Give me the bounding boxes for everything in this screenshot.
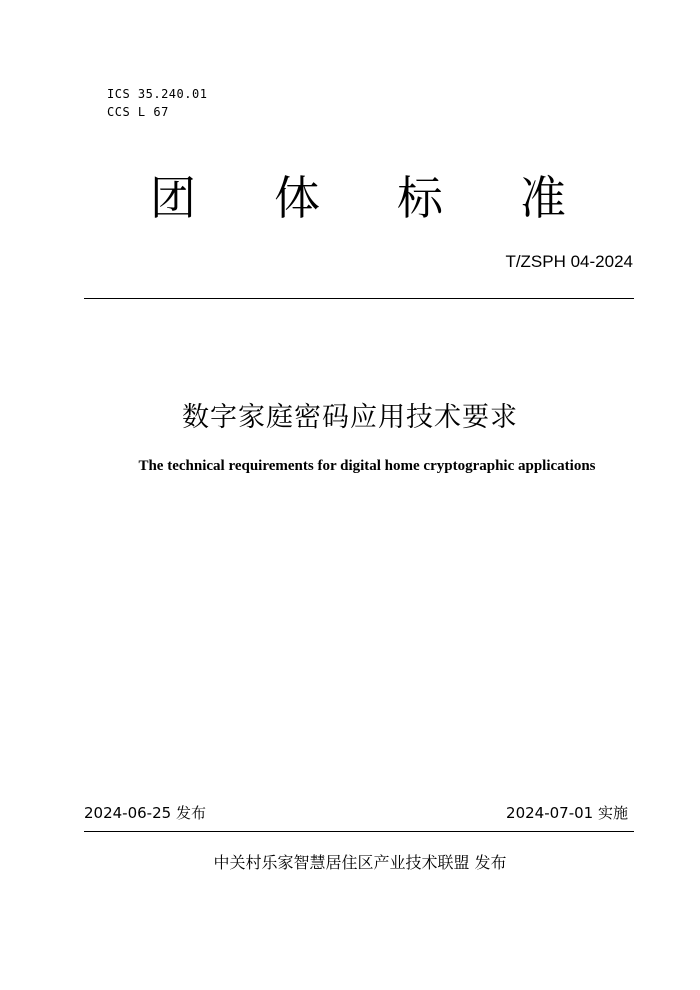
ics-code: ICS 35.240.01 xyxy=(107,87,208,101)
implementation-date: 2024-07-01 实施 xyxy=(506,804,628,822)
issue-date: 2024-06-25 发布 xyxy=(84,804,206,822)
standard-number: T/ZSPH 04-2024 xyxy=(505,252,633,271)
title-english: The technical requirements for digital home cryptographic applications xyxy=(138,458,596,474)
publisher: 中关村乐家智慧居住区产业技术联盟 发布 xyxy=(213,853,507,872)
bottom-divider xyxy=(84,831,634,832)
document-type-char: 准 xyxy=(520,171,566,225)
ccs-code: CCS L 67 xyxy=(107,105,169,119)
document-type-char: 团 xyxy=(150,171,196,225)
top-divider xyxy=(84,298,634,299)
document-type-char: 体 xyxy=(274,171,320,225)
title-chinese: 数字家庭密码应用技术要求 xyxy=(182,402,518,433)
document-type-char: 标 xyxy=(397,171,443,225)
document-type-heading xyxy=(0,168,700,228)
